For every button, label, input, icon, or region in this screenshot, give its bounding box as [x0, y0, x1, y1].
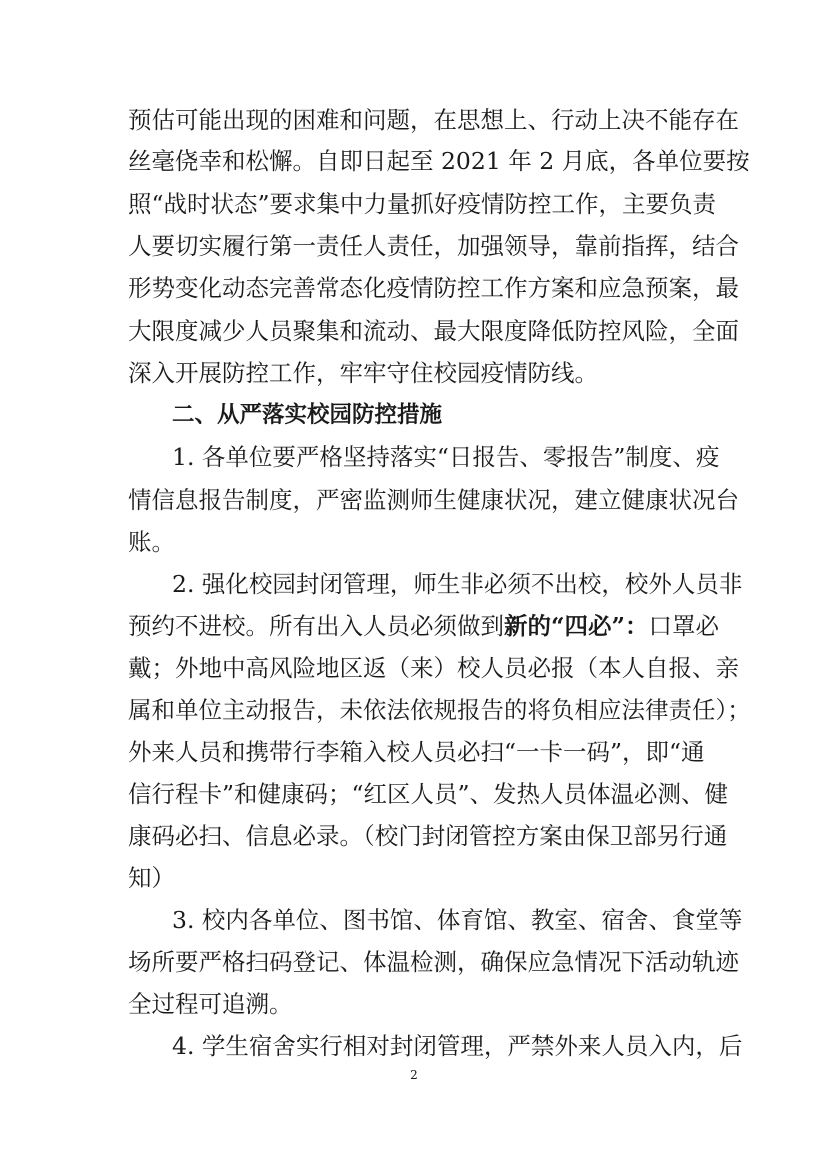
text-line: 丝毫侥幸和松懈。自即日起至 2021 年 2 月底，各单位要按: [128, 147, 750, 175]
text-line: 1. 各单位要严格坚持落实“日报告、零报告”制度、疫: [172, 443, 720, 471]
text-line: 预估可能出现的困难和问题，在思想上、行动上决不能存在: [128, 106, 739, 134]
text-line: 4. 学生宿舍实行相对封闭管理，严禁外来人员入内，后: [172, 1032, 743, 1060]
text-line: 大限度减少人员聚集和流动、最大限度降低防控风险，全面: [128, 317, 739, 345]
section-heading: 二、从严落实校园防控措施: [172, 402, 443, 428]
text-line: 全过程可追溯。: [128, 990, 293, 1018]
text-line: 深入开展防控工作，牢牢守住校园疫情防线。: [128, 359, 598, 387]
text-line: 照“战时状态”要求集中力量抓好疫情防控工作，主要负责: [128, 190, 717, 218]
text-line: 账。: [128, 528, 175, 556]
text-line: 3. 校内各单位、图书馆、体育馆、教室、宿舍、食堂等: [172, 906, 743, 934]
text-segment: 预约不进校。所有出入人员必须做到: [128, 612, 504, 640]
text-line: 外来人员和携带行李箱入校人员必扫“一卡一码”，即“通: [128, 738, 705, 766]
text-line: 人要切实履行第一责任人责任，加强领导，靠前指挥，结合: [128, 232, 739, 260]
text-segment-bold: 新的“四必”：: [504, 612, 649, 640]
text-line: 信行程卡”和健康码；“红区人员”、发热人员体温必测、健: [128, 780, 729, 808]
text-segment: 口罩必: [648, 612, 720, 640]
text-line: 戴；外地中高风险地区返（来）校人员必报（本人自报、亲: [128, 654, 739, 682]
text-line: 知）: [128, 864, 175, 892]
text-line: 康码必扫、信息必录。（校门封闭管控方案由保卫部另行通: [128, 822, 728, 850]
text-line: 形势变化动态完善常态化疫情防控工作方案和应急预案，最: [128, 274, 739, 302]
text-line: 情信息报告制度，严密监测师生健康状况，建立健康状况台: [128, 486, 739, 514]
text-line: 2. 强化校园封闭管理，师生非必须不出校，校外人员非: [172, 570, 743, 598]
text-line: 场所要严格扫码登记、体温检测，确保应急情况下活动轨迹: [128, 948, 739, 976]
text-line: 属和单位主动报告，未依法依规报告的将负相应法律责任）；: [128, 696, 751, 724]
page-number: 2: [410, 1068, 418, 1082]
text-line-mixed: [128, 611, 720, 641]
